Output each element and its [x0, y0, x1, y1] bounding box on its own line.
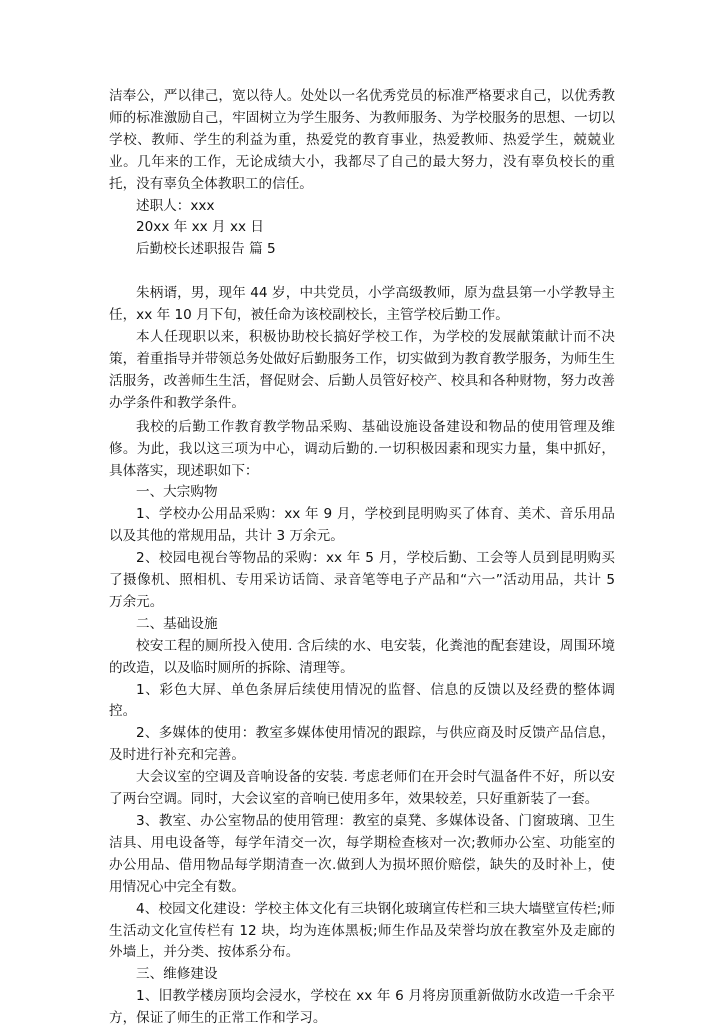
paragraph-tv-station: 2、校园电视台等物品的采购：xx 年 5 月，学校后勤、工会等人员到昆明购买了摄像机、照相机、专用采访话筒、录音笔等电子产品和“六一”活动用品，共计 5 万余元。: [109, 550, 615, 610]
paragraph-roof-repair: 1、旧教学楼房顶均会浸水，学校在 xx 年 6 月将房顶重新做防水改造一千余平方，保证了师生的正常工作和学习。: [109, 988, 615, 1027]
reporter-line: 述职人：xxx: [136, 197, 215, 214]
document-page: [109, 86, 615, 1030]
paragraph-toilet-project: 校安工程的厕所投入使用. 含后续的水、电安装，化粪池的配套建设，周围环境的改造，以及临时厕所的拆除、清理等。: [109, 637, 615, 676]
report-title: 后勤校长述职报告 篇 5: [136, 241, 276, 258]
paragraph-self-intro: 朱柄谞，男，现年 44 岁，中共党员，小学高级教师，原为盘县第一小学教导主任，xx 年 10 月下旬，被任命为该校副校长，主管学校后勤工作。: [109, 285, 615, 324]
section-heading-infrastructure: 二、基础设施: [136, 615, 218, 632]
paragraph-multimedia: 2、多媒体的使用：教室多媒体使用情况的跟踪，与供应商及时反馈产品信息，及时进行补充和完善。: [109, 725, 615, 764]
paragraph-office-supplies: 1、学校办公用品采购：xx 年 9 月，学校到昆明购买了体育、美术、音乐用品以及其他的常规用品，共计 3 万余元。: [109, 506, 615, 545]
spacer: [109, 261, 615, 283]
section-heading-purchasing: 一、大宗购物: [136, 484, 218, 501]
paragraph-campus-culture: 4、校园文化建设：学校主体文化有三块钢化玻璃宣传栏和三块大墙壁宣传栏;师生活动文化宣传栏有 12 块，均为连体黑板;师生作品及荣誉均放在教室外及走廊的外墙上，并分类、按体系分布。: [109, 900, 615, 961]
paragraph-overview: 我校的后勤工作教育教学物品采购、基础设施设备建设和物品的使用管理及维修。为此，我以这三项为中心，调动后勤的.一切积极因素和现实力量，集中抓好，具体落实，现述职如下：: [109, 418, 615, 479]
paragraph-meeting-room: 大会议室的空调及音响设备的安装. 考虑老师们在开会时气温备件不好，所以安了两台空调。同时，大会议室的音响已使用多年，效果较差，只好重新装了一套。: [109, 769, 615, 808]
paragraph-intro-continuation: 洁奉公，严以律己，宽以待人。处处以一名优秀党员的标准严格要求自己，以优秀教师的标准激励自己，牢固树立为学生服务、为教师服务、为学校服务的思想、一切以学校、教师、学生的利益为重，热爱党的教育事业，热爱教师、热爱学生，兢兢业业。几年来的工作，无论成绩大小，我都尽了自己的最大努力，没有辜负校长的重托，没有辜负全体教职工的信任。: [109, 88, 615, 192]
date-line: 20xx 年 xx 月 xx 日: [136, 219, 264, 236]
paragraph-screens: 1、彩色大屏、单色条屏后续使用情况的监督、信息的反馈以及经费的整体调控。: [109, 681, 615, 720]
section-heading-maintenance: 三、维修建设: [136, 966, 218, 983]
paragraph-duties: 本人任现职以来，积极协助校长搞好学校工作，为学校的发展献策献计而不决策，着重指导并带领总务处做好后勤服务工作，切实做到为教育教学服务，为师生生活服务，改善师生生活，督促财会、后勤人员管好校产、校具和各种财物，努力改善办学条件和教学条件。: [109, 329, 615, 411]
paragraph-classroom-management: 3、教室、办公室物品的使用管理：教室的桌凳、多媒体设备、门窗玻璃、卫生洁具、用电设备等，每学年清交一次，每学期检查核对一次;教师办公室、功能室的办公用品、借用物品每学期清查一次.做到人为损坏照价赔偿，缺失的及时补上，使用情况心中完全有数。: [109, 813, 615, 895]
